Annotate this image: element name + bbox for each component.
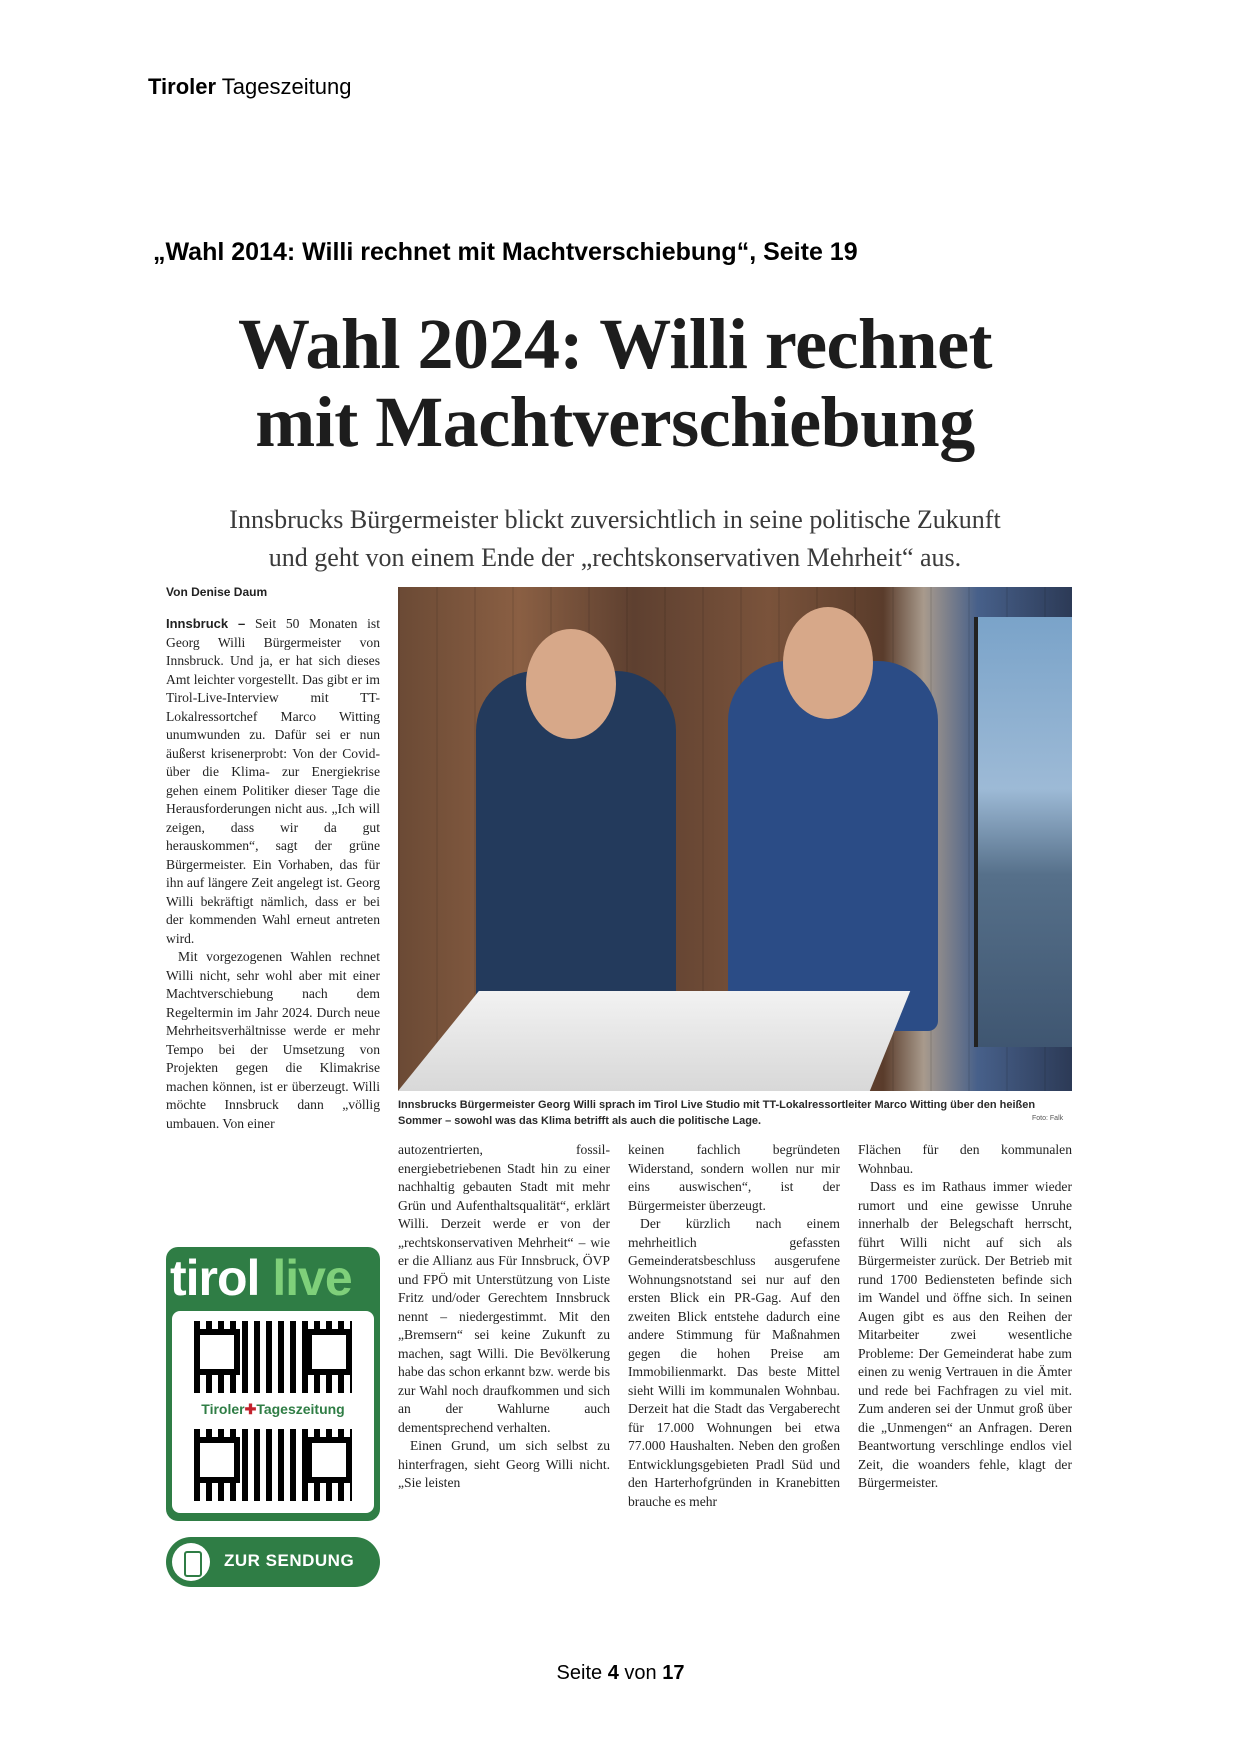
zur-sendung-label: ZUR SENDUNG: [224, 1551, 355, 1570]
publication-header: [148, 74, 351, 100]
tirol-live-promo[interactable]: [166, 1247, 380, 1521]
footer-current-page: 4: [607, 1662, 619, 1684]
logo-tageszeitung: Tageszeitung: [256, 1401, 345, 1417]
logo-live: live: [272, 1250, 352, 1306]
article-column-2: [398, 1141, 610, 1493]
paragraph: [166, 615, 380, 948]
article-photo: [398, 587, 1072, 1091]
photo-credit: Foto: Falk: [1032, 1115, 1064, 1122]
studio-screen: [974, 617, 1072, 1047]
qr-code-icon[interactable]: [194, 1429, 352, 1501]
paragraph-text: Seit 50 Monaten ist Georg Willi Bürgermeister von Innsbruck. Und ja, er hat sich dieses Amt leichter vorgestellt. Das gibt er im Tirol-Live-Interview mit TT-Lokalressortchef Marco Witting unumwunden zu. Dafür sei er nun äußerst krisenerprobt: Von der Covid- über die Klima- zur Energiekrise gehen einem Politiker dieser Tage die Herausforderungen nicht aus. „Ich will zeigen, dass wir da gut herauskommen“, sagt der grüne Bürgermeister. Ein Vorhaben, das für ihn auf längere Zeit angelegt ist. Georg Willi bekräftigt nämlich, dass er bei der kommenden Wahl erneut antreten wird.: [166, 616, 380, 946]
head-left: [526, 629, 616, 739]
article-column-4: [858, 1141, 1072, 1493]
tirol-live-logo: [170, 1247, 352, 1311]
qr-code-icon[interactable]: [194, 1321, 352, 1393]
headline-line-2: mit Machtverschiebung: [255, 382, 975, 462]
article-subhead: [156, 501, 1074, 577]
qr-panel: [172, 1311, 374, 1513]
headline-line-1: Wahl 2024: Willi rechnet: [237, 304, 993, 384]
subhead-line-1: Innsbrucks Bürgermeister blickt zuversichtlich in seine politische Zukunft: [229, 505, 1001, 534]
article-column-1: [166, 615, 380, 1239]
paragraph: Mit vorgezogenen Wahlen rechnet Willi nicht, sehr wohl aber mit einer Machtverschiebung nach dem Regeltermin im Jahr 2024. Durch neue Mehrheitsverhältnisse werde er mehr Tempo bei der Umsetzung von Projekten gegen die Klimakrise machen können, ist er überzeugt. Willi möchte Innsbruck dann „völlig umbauen. Von einer: [166, 949, 380, 1131]
tiroler-tageszeitung-logo: Tiroler✚Tageszeitung: [201, 1401, 345, 1417]
paragraph: Dass es im Rathaus immer wieder rumort und eine gewisse Unruhe innerhalb der Belegschaft herrscht, führt Willi nicht auf sich als Bürgermeister zurück. Der Betrieb mit rund 1700 Bediensteten befinde sich im Wandel und öffne sich. In seinen Augen gibt es aus den Reihen der Mitarbeiter zwei wesentliche Probleme: Der Gemeinderat habe zum einen zu wenig Vertrauen in die Ämter und rede bei Fachfragen zu viel mit. Zum anderen sei der Unmut groß über die „Unmengen“ an Anfragen. Deren Beantwortung verschlinge endlos viel Zeit, die woanders fehle, klagt der Bürgermeister.: [858, 1179, 1072, 1490]
paragraph: Der kürzlich nach einem mehrheitlich gefassten Gemeinderatsbeschluss ausgerufene Wohnungsnotstand sei nur auf den ersten Blick ein PR-Gag. Auf den zweiten Blick entstehe dadurch eine andere Stimmung für Maßnahmen gegen die hohen Preise am Immobilienmarkt. Das beste Mittel sieht Willi im kommunalen Wohnbau. Derzeit hat die Stadt das Vergaberecht für 17.000 Wohnungen bei etwa 77.000 Haushalten. Neben den großen Entwicklungsgebieten Pradl Süd und den Harterhofgründen in Kranebitten brauche es mehr: [628, 1216, 840, 1509]
head-right: [783, 607, 873, 719]
page-footer: [0, 1662, 1241, 1685]
photo-caption: Innsbrucks Bürgermeister Georg Willi sprach im Tirol Live Studio mit TT-Lokalressortleiter Marco Witting über den heißen Sommer – sowohl was das Klima betrifft als auch die politische Lage.: [398, 1099, 1036, 1127]
document-title: „Wahl 2014: Willi rechnet mit Machtverschiebung“, Seite 19: [153, 238, 858, 266]
logo-tiroler: Tiroler: [201, 1401, 245, 1417]
paragraph: keinen fachlich begründeten Widerstand, sondern wollen nur mir eins auswischen“, ist der Bürgermeister überzeugt.: [628, 1142, 840, 1213]
paragraph: autozentrierten, fossil-energiebetriebenen Stadt hin zu einer nachhaltig gebauten Stadt mit mehr Grün und Aufenthaltsqualität“, erklärt Willi. Derzeit werde er von der „rechtskonservativen Mehrheit“ – wie er die Allianz aus Für Innsbruck, ÖVP und FPÖ mit Unterstützung von Liste Fritz und/oder Gerechtem Innsbruck nennt – niedergestimmt. Mit den „Bremsern“ sei keine Zukunft zu machen, sagt Willi. Die Bevölkerung habe das schon erkannt bzw. werde bis zur Wahl noch draufkommen und sich an der Wahlurne auch dementsprechend verhalten.: [398, 1142, 610, 1435]
newspaper-clipping: [156, 305, 1074, 1575]
footer-prefix: Seite: [556, 1662, 603, 1684]
zur-sendung-button[interactable]: [166, 1537, 380, 1587]
footer-total-pages: 17: [662, 1662, 685, 1684]
article-headline: [156, 305, 1074, 461]
paragraph: Einen Grund, um sich selbst zu hinterfragen, sieht Georg Willi nicht. „Sie leisten: [398, 1438, 610, 1490]
paragraph: Flächen für den kommunalen Wohnbau.: [858, 1142, 1072, 1176]
byline: Von Denise Daum: [166, 585, 268, 599]
smartphone-icon: [172, 1543, 210, 1581]
dateline: Innsbruck –: [166, 616, 246, 631]
publication-name-rest: Tageszeitung: [221, 74, 352, 99]
logo-tirol: tirol: [170, 1250, 260, 1306]
article-column-3: [628, 1141, 840, 1511]
publication-name-bold: Tiroler: [148, 74, 217, 99]
footer-middle: von: [624, 1662, 657, 1684]
subhead-line-2: und geht von einem Ende der „rechtskonservativen Mehrheit“ aus.: [268, 543, 962, 572]
